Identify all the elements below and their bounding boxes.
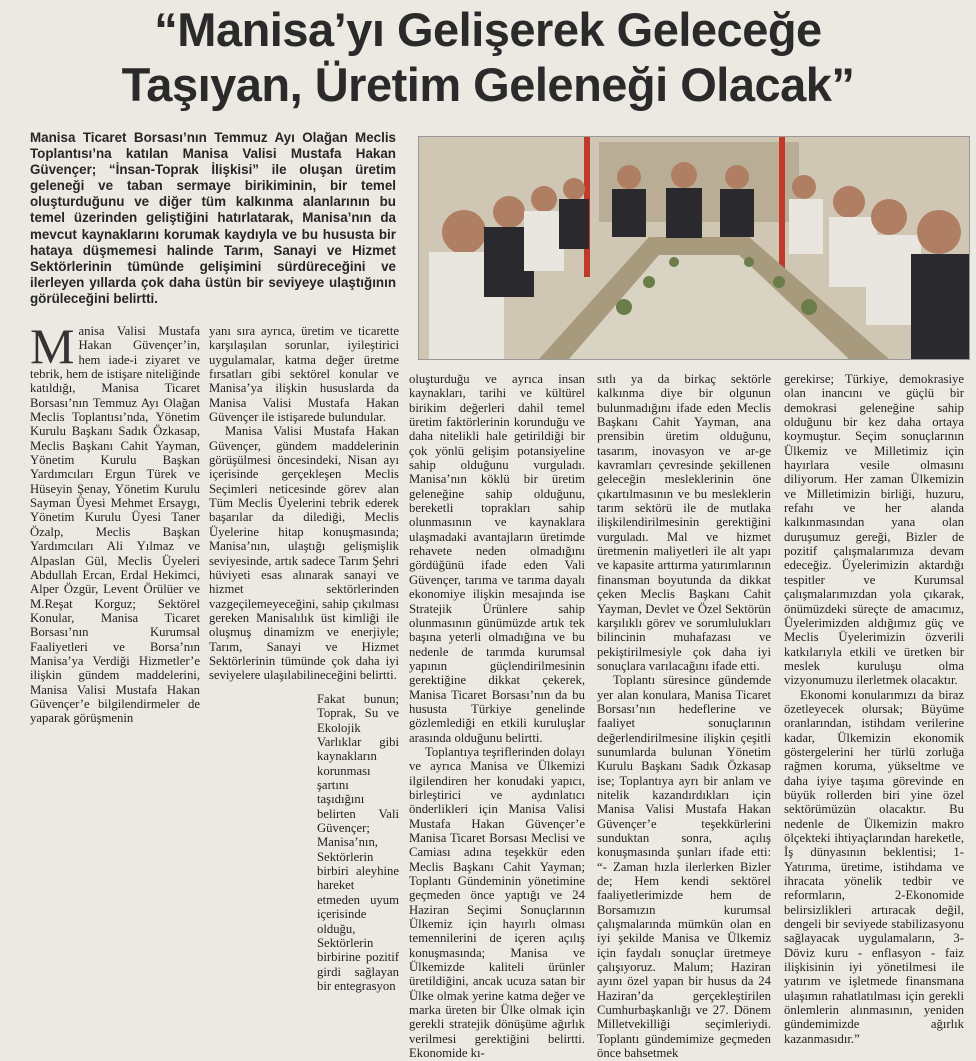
body-col2-p1: yanı sıra ayrıca, üretim ve ticarette karşılaşılan sorunlar, iyileştirici uygulamalar, katma değer üretme fırsatları gibi sektörel konular ve Manisa’ya ilişkin hususlarda da Manisa Valisi Mustafa Hakan Güvençer ile istişarede bulundular. — [209, 324, 399, 425]
meeting-photo — [418, 136, 970, 360]
body-col2b-text: Fakat bunun; Toprak, Su ve Ekolojik Varlıklar gibi kaynakların korunması şartını taşıdığını belirten Vali Güvençer; Manisa’nın, Sektörlerin birbiri aleyhine hareket etmeden uyum içerisinde olduğu, Sektörlerin birbirine pozitif girdi sağlayan bir entegrasyon — [317, 692, 399, 993]
body-col3-p1: oluşturduğu ve ayrıca insan kaynakları, tarihi ve kültürel birikim değerleri dahil temel üretim faktörlerinin korunduğu ve daha nitelikli hale getirildiği bir çok yönlü gelişim potansiyeline sahip olduğunu vurguladı. Manisa’nın köklü bir üretim geleneğine sahip olduğunu, bereketli toprakları sahip olunmasının ve kaynaklara ulaşmadaki avantajların üretimde rehavete neden olmadığını gördüğünü ifade eden Vali Güvençer, tarıma ve tarıma dayalı ekonomiye ilişkin mesajında ise Stratejik Ürünlere sahip olunmasının günümüzde artık tek başına yeterli olmadığına ve bu nedenle de tarımda kurumsal yapının güçlendirilmesinin gerektiğine dikkat çekerek, Manisa Ticaret Borsası’nın da bu hususta Türkiye genelinde gözlemlediği en etkili kuruluşlar arasında olduğunu belirtti. — [409, 372, 585, 745]
body-column-2 — [209, 324, 399, 692]
dropcap: M — [30, 318, 75, 374]
head-table-participants — [612, 162, 754, 238]
body-col4-p1: sıtlı ya da birkaç sektörle kalkınma diye bir olgunun bulunmadığını ifade eden Meclis Başkanı Cahit Yayman, ana prensibin üretim olduğunu, tasarım, inovasyon ve ar-ge kavramları çevresinde şekillenen geleceğin mesleklerinin öne çıkartılmasının ve bu mesleklerin tarım sektörü ile de mutlaka ilişkilendirilmesinin gerektiğini vurguladı. Mal ve hizmet üretmenin maliyetleri ile alt yapı ve kapasite arttırma yatırımlarının finansman boyutunda da dikkat çeken Meclis Başkanı Cahit Yayman, Devlet ve Özel Sektörün karşılıklı görev ve sorumlulukları bilincinin muhafazası ve pekiştirilmesiyle çok daha iyi sonuçlara varılacağını ifade etti. — [597, 372, 771, 673]
body-col5-p1: gerekirse; Türkiye, demokrasiye olan inancını ve güçlü bir demokrasi geleneğine sahip olduğunu bir kez daha ortaya koymuştur. Seçim sonuçlarının Ülkemiz ve Milletimiz için hayırlara vesile olmasını diliyorum. Her zaman Ülkemizin ve Milletimizin birliği, huzuru, refahı ve her alanda kalkınmasından yana olan duruşumuz gereği, Bizler de pozitif çalışmalarımıza devam edeceğiz. Üyelerimizin aktardığı tespitler ve Kurumsal çalışmalarımızdan yola çıkarak, önümüzdeki süreçte de amacımız, Üyelerimizden aldığımız güç ve Meclis Üyelerimizin özverili katkılarıyla etkili ve üretken bir meslek kuruluşu olma vizyonumuzu ilerletmek olacaktır. — [784, 372, 964, 688]
headline-line-1: “Manisa’yı Gelişerek Geleceğe — [154, 3, 822, 56]
meeting-photo-illustration — [419, 137, 969, 359]
body-col3-p2: Toplantıya teşriflerinden dolayı ve ayrıca Manisa ve Ülkemizi ilgilendiren her konudaki yapıcı, birleştirici ve aydınlatıcı önderlikleri için Manisa Valisi Mustafa Hakan Güvençer’e Manisa Ticaret Borsası Meclisi ve Camiası adına teşekkür eden Meclis Başkanı Cahit Yayman; Toplantı Gündeminin yönetimine geçmeden önce yaptığı ve 24 Haziran Seçimi Sonuçlarının Ülkemiz için hayırlı olması temennilerini de içeren açılış konuşmasında; Manisa ve Ülkemizde kaliteli ürünler üretildiğini, ancak ucuza satan bir Ülke olmak yerine katma değer ve marka üreten bir Ülke olmak için gerekli stratejik dönüşüme ağırlık verilmesi gerektiğini belirtti. Ekonomide kı- — [409, 744, 585, 1061]
body-col1-text: anisa Valisi Mustafa Hakan Güvençer’in, hem iade-i ziyaret ve tebrik, hem de istişare niteliğinde katıldığı, Manisa Ticaret Borsası’nın Temmuz Ayı Olağan Meclis Toplantısı’nda, Yönetim Kurulu Başkanı Sadık Özkasap, Meclis Başkanı Cahit Yayman, Yönetim Kurulu Başkan Yardımcıları Ergun Türek ve Hüseyin Şenay, Yönetim Kurulu Sayman Üyesi Mehmet Ersaygı, Yönetim Kurulu Üyesi Taner Özalp, Meclis Başkan Yardımcıları Ali Yılmaz ve Alpaslan Gül, Meclis Üyeleri Abdullah Ercan, Erdal Hekimci, Alper Özgür, Levent Örülüer ve M.Reşat Korguz; Sektörel Konular, Manisa Ticaret Borsası’nın Kurumsal Faaliyetleri ve Borsa’nın Manisa’ya Verdiği Hizmetler’e ilişkin gündem maddelerini, Manisa Valisi Mustafa Hakan Güvençer’e bilgilendirmeler de yaparak görüşmenin — [30, 324, 200, 726]
body-column-1 — [30, 318, 200, 726]
body-column-2-continued — [317, 692, 399, 1022]
lead-paragraph: Manisa Ticaret Borsası’nın Temmuz Ayı Olağan Meclis Toplantısı’na katılan Manisa Valisi Mustafa Hakan Güvençer; “İnsan-Toprak İlişkisi” ile oluşan üretim geleneği ve taban sermaye birikiminin, bir temel oluşturduğunu ve diğer tüm kalkınma alanlarının bu temel üzerinden geliştiğini hatırlatarak, Manisa’nın da mevcut kaynaklarını korumak kaydıyla ve bu hususta bir hataya düşmemesi halinde Tarım, Sanayi ve Hizmet Sektörlerinin tümünde gelişimini sürdüreceğini ve ilerleyen yıllarda çok daha üstün bir seviyeye ulaştığının görüleceğini belirtti. — [30, 130, 396, 306]
body-col4-p2: Toplantı süresince gündemde yer alan konulara, Manisa Ticaret Borsası’nın hedeflerine ve faaliyet sonuçlarının değerlendirilmesine ilişkin çeşitli sunumlarda bulunan Yönetim Kurulu Başkanı Sadık Özkasap ise; Toplantıya ayrı bir anlam ve nitelik kazandırdıkları için Manisa Valisi Mustafa Hakan Güvençer’e teşekkürlerini sunduktan sonra, açılış konuşmasında şunları ifade etti: “- Zaman hızla ilerlerken Bizler de; Hem kendi sektörel faaliyetlerimizde hem de Borsamızın kurumsal çalışmalarında mümkün olan en iyi şekilde Manisa ve Ülkemiz için faydalı sonuçlar üretmeye çalışıyoruz. Malum; Haziran ayını özel yapan bir husus da 24 Haziran’da gerçekleştirilen Cumhurbaşkanlığı ve 27. Dönem Milletvekilliği seçimleriydi. Toplantı gündemimize geçmeden önce bahsetmek — [597, 673, 771, 1061]
headline-line-2: Taşıyan, Üretim Geleneği Olacak” — [121, 58, 855, 111]
body-column-3 — [409, 372, 585, 1061]
flag-right — [779, 137, 785, 277]
body-col2-p2: Manisa Valisi Mustafa Hakan Güvençer, gündem maddelerinin görüşülmesi öncesindeki, Nisan ayı içerisinde gerçekleşen Meclis Seçimleri neticesinde görev alan Tüm Meclis Üyelerini tebrik ederek başarılar da dilediği, Meclis Üyelerine hitap konuşmasında; Manisa’nın, ulaştığı gelişmişlik seviyesinde, artık sadece Tarım Şehri hüviyeti esas alınarak sanayi ve hizmet sektörlerinden vazgeçilemeyeceğini, sahip çıkılması gereken Manisalılık üst kimliği ile oluşmuş dinamizm ve enerjiyle; Tarım, Sanayi ve Hizmet Sektörlerinin tümünde çok daha iyi seviyelere ulaşılabilineceğini belirtti. — [209, 424, 399, 683]
headline — [0, 2, 976, 112]
body-col5-p2: Ekonomi konularımızı da biraz özetleyecek olursak; Büyüme oranlarından, istihdam verilerine kadar, Ülkemizin ekonomik göstergelerini her türlü zorluğa rağmen koruma, yükseltme ve daha iyiye taşıma görevinde en büyük rollerden biri yine özel sektörümüzün olacaktır. Bu nedenle de Ülkemizin makro ölçekteki ihtiyaçlarından hareketle, İş dünyasının beklentisi; 1-Yatırıma, üretime, istihdama ve ihracata yönelik tedbir ve reformların, 2-Ekonomide belirsizlikleri artıracak değil, dengeli bir seviyede stabilizasyonu sağlayacak uygulamaların, 3-Döviz kuru - enflasyon - faiz ilişkisinin iyi yönetilmesi ile yatırım ve işletmede finansmana ulaşımın rahatlatılması için gerekli önlemlerin alınmasının, yeniden gündemimizde ağırlık kazanmasıdır.” — [784, 687, 964, 1046]
body-column-4 — [597, 372, 771, 1061]
body-column-5 — [784, 372, 964, 1046]
